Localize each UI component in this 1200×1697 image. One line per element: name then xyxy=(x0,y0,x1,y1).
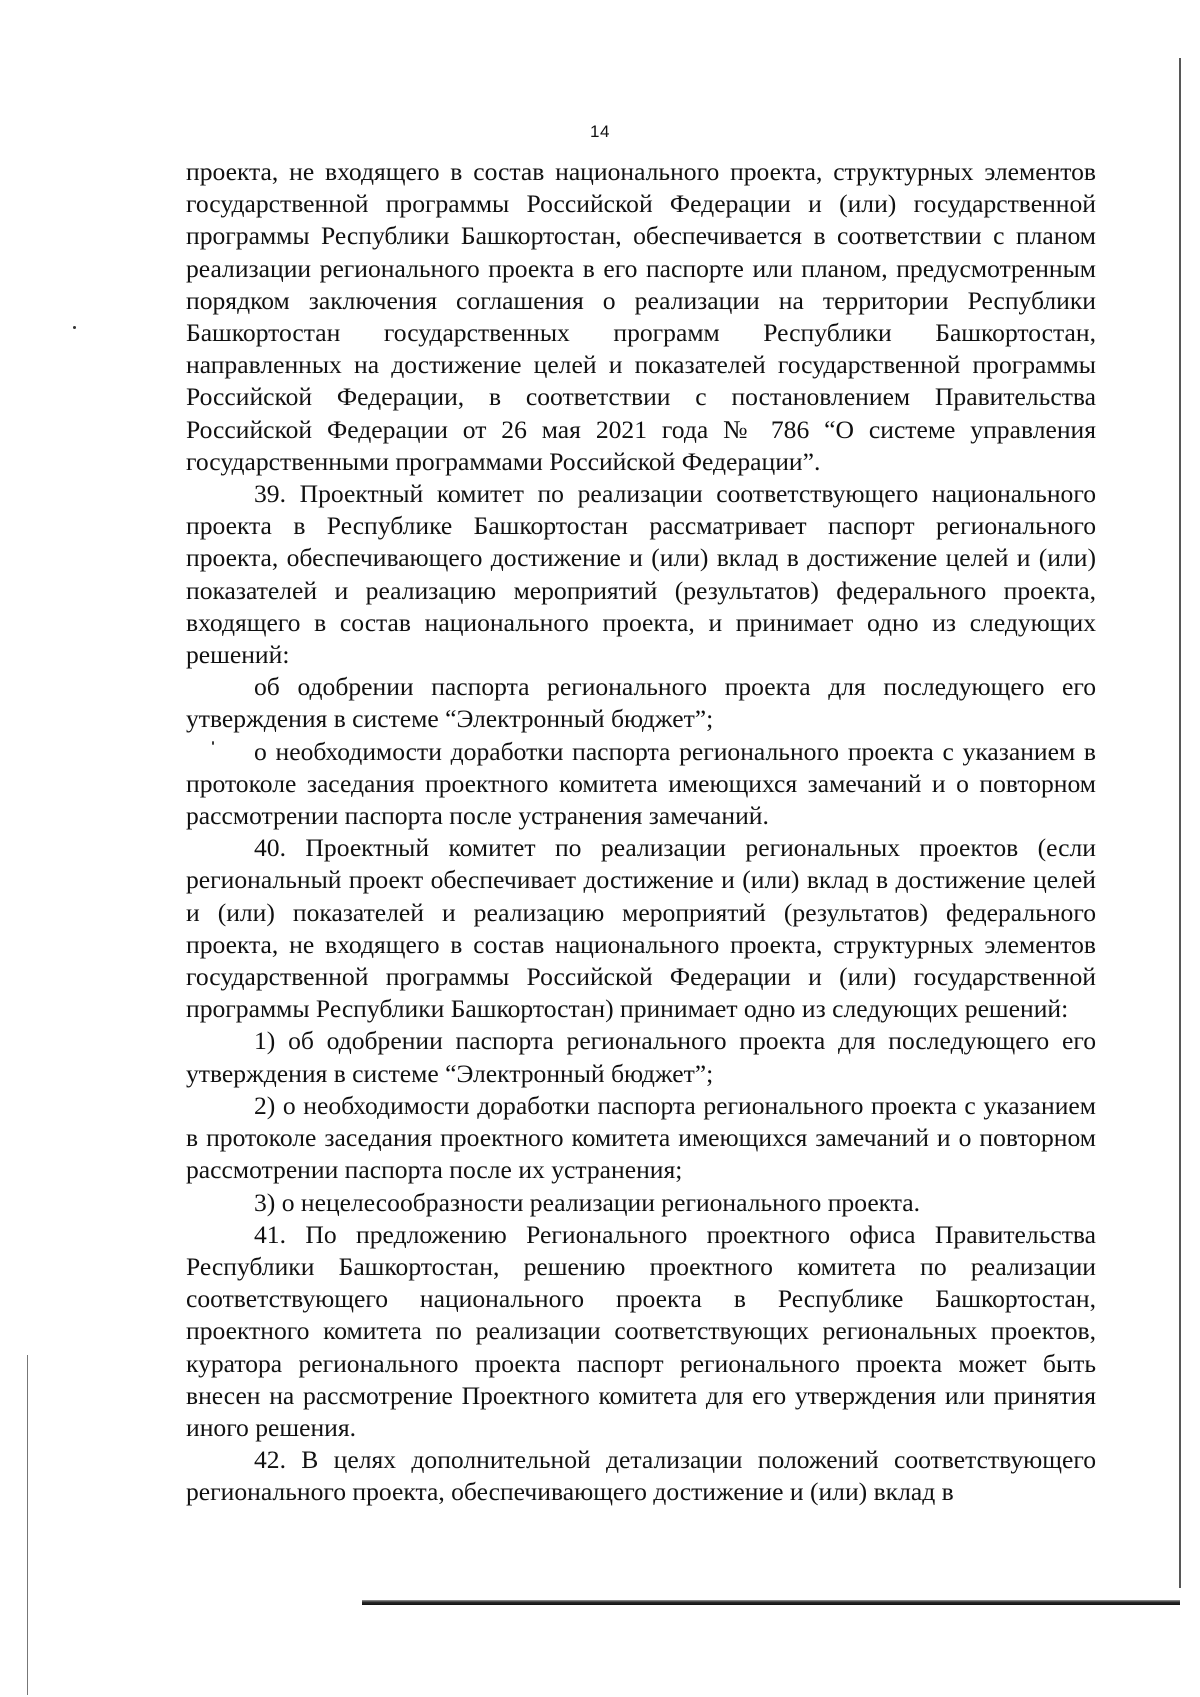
paragraph-decision-revise: о необходимости доработки паспорта регионального проекта с указанием в протоколе заседания проектного комитета имеющихся замечаний и о повторном рассмотрении паспорта после устранения замечаний. xyxy=(186,736,1096,831)
scan-edge-left xyxy=(27,1355,28,1695)
document-body xyxy=(186,156,1096,1509)
scan-edge-right xyxy=(1179,58,1181,1588)
scan-speck xyxy=(73,326,76,329)
paragraph-list-item-2: 2) о необходимости доработки паспорта регионального проекта с указанием в протоколе заседания проектного комитета имеющихся замечаний и о повторном рассмотрении паспорта после их устранения; xyxy=(186,1090,1096,1185)
paragraph-list-item-1: 1) об одобрении паспорта регионального проекта для последующего его утверждения в системе “Электронный бюджет”; xyxy=(186,1026,1096,1088)
paragraph-item-39: 39. Проектный комитет по реализации соответствующего национального проекта в Республике Башкортостан рассматривает паспорт регионального проекта, обеспечивающего достижение и (или) вклад в достижение целей и (или) показателей и реализацию мероприятий (результатов) федерального проекта, входящего в состав национального проекта, и принимает одно из следующих решений: xyxy=(186,479,1096,670)
scan-speck xyxy=(212,741,214,745)
page-number: 14 xyxy=(590,122,610,141)
paragraph-item-40: 40. Проектный комитет по реализации региональных проектов (если региональный проект обеспечивает достижение и (или) вклад в достижение целей и (или) показателей и реализацию мероприятий (результатов) федерального проекта, не входящего в состав национального проекта, структурных элементов государственной программы Российской Федерации и (или) государственной программы Республики Башкортостан) принимает одно из следующих решений: xyxy=(186,833,1096,1024)
paragraph-item-42: 42. В целях дополнительной детализации положений соответствующего регионального проекта, обеспечивающего достижение и (или) вклад в xyxy=(186,1445,1096,1507)
paragraph-decision-approve: об одобрении паспорта регионального проекта для последующего его утверждения в системе “Электронный бюджет”; xyxy=(186,672,1096,734)
scan-edge-bottom xyxy=(362,1600,1180,1605)
paragraph-item-41: 41. По предложению Регионального проектного офиса Правительства Республики Башкортостан, решению проектного комитета по реализации соответствующего национального проекта в Республике Башкортостан, проектного комитета по реализации соответствующих региональных проектов, куратора регионального проекта паспорт регионального проекта может быть внесен на рассмотрение Проектного комитета для его утверждения или принятия иного решения. xyxy=(186,1219,1096,1442)
paragraph-continuation: проекта, не входящего в состав национального проекта, структурных элементов государственной программы Российской Федерации и (или) государственной программы Республики Башкортостан, обеспечивается в соответствии с планом реализации регионального проекта в его паспорте или планом, предусмотренным порядком заключения соглашения о реализации на территории Республики Башкортостан государственных программ Республики Башкортостан, направленных на достижение целей и показателей государственной программы Российской Федерации, в соответствии с постановлением Правительства Российской Федерации от 26 мая 2021 года № 786 “О системе управления государственными программами Российской Федерации”. xyxy=(186,157,1096,476)
paragraph-list-item-3: 3) о нецелесообразности реализации регионального проекта. xyxy=(254,1187,921,1217)
